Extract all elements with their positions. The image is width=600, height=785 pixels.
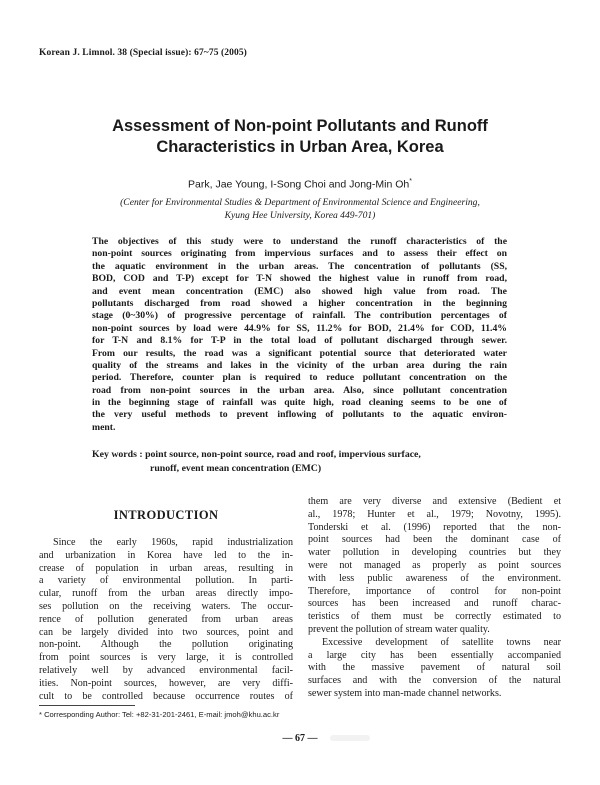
- corresponding-author-footnote: * Corresponding Author: Tel: +82-31-201-2461, E-mail: jmoh@khu.ac.kr: [39, 710, 280, 719]
- body-line: sewer system into man-made channel networks.: [308, 687, 502, 699]
- body-line: ses pollution on the receiving waters. The occur-: [39, 600, 293, 612]
- abstract-line: pollutants discharged from road showed a higher concentration in the beginning: [92, 297, 507, 309]
- title-line-1: Assessment of Non-point Pollutants and Runoff: [112, 117, 488, 135]
- paper-title: [0, 116, 600, 158]
- abstract-line: and event mean concentration (EMC) also showed high value from road. The: [92, 285, 507, 297]
- body-line: cult to be controlled because occurrence routes of: [39, 690, 293, 702]
- section-heading-introduction: INTRODUCTION: [113, 508, 219, 522]
- body-line: non-point. Although the pollution originating: [39, 639, 293, 651]
- body-line: prevent the pollution of stream water quality.: [308, 623, 490, 635]
- body-line: ities. Non-point sources, however, are very diffi-: [39, 677, 293, 689]
- body-line: were not managed as properly as point sources: [308, 559, 561, 571]
- abstract-line: period. Therefore, counter plan is required to reduce pollutant concentration on the: [92, 372, 507, 384]
- body-line: a large city has been essentially accompanied: [308, 649, 561, 661]
- body-line: and urbanization in Korea have led to the in-: [39, 549, 293, 561]
- abstract-line: non-point sources by load were 44.9% for SS, 11.2% for BOD, 21.4% for COD, 11.4%: [92, 322, 507, 334]
- body-line: water pollution in developing countries but they: [308, 547, 561, 559]
- abstract-line: quality of the streams and lakes in the vicinity of the urban area during the rain: [92, 359, 507, 371]
- body-line: crease of population in urban areas, resulting in: [39, 562, 293, 574]
- body-line: al., 1978; Hunter et al., 1979; Novotny, 1995).: [308, 508, 561, 520]
- corresponding-mark: *: [409, 178, 412, 185]
- abstract-line: ment.: [92, 421, 116, 433]
- author-list: [0, 178, 600, 191]
- body-line: Since the early 1960s, rapid industrialization: [53, 537, 293, 548]
- body-line: from point sources is very large, it is controlled: [39, 652, 293, 664]
- keywords-line-2: runoff, event mean concentration (EMC): [150, 462, 322, 474]
- abstract-line: BOD, COD and T-P) except for T-N showed the highest value in runoff from road,: [92, 273, 507, 285]
- affiliation-line-2: Kyung Hee University, Korea 449-701): [224, 210, 376, 221]
- body-line: can be largely divided into two sources, point and: [39, 626, 293, 638]
- body-line: rence of pollution generated from urban areas: [39, 613, 293, 625]
- abstract-line: From our results, the road was a significant potential source that deteriorated water: [92, 347, 507, 359]
- page-number: — 67 —: [282, 733, 318, 744]
- journal-reference: Korean J. Limnol. 38 (Special issue): 67~75 (2005): [39, 48, 247, 58]
- body-line: with the massive pavement of natural soil: [308, 662, 561, 674]
- abstract-line: road from non-point sources in the urban area. Also, since pollutant concentration: [92, 384, 507, 396]
- authors-text: Park, Jae Young, I-Song Choi and Jong-Min Oh: [188, 178, 410, 191]
- body-line: Tonderski et al. (1996) reported that the non-: [308, 521, 561, 533]
- abstract-line: non-point sources originating from impervious surfaces and to assess their effect on: [92, 248, 507, 260]
- abstract-line: for T-N and 8.1% for T-P in the total load of pollutant discharged through sewer.: [92, 335, 507, 347]
- footnote-divider: [39, 705, 135, 706]
- body-line: relatively well by advanced environmental facil-: [39, 664, 293, 676]
- body-line: cular, runoff from the urban areas directly impo-: [39, 588, 293, 600]
- body-line: a variety of environmental pollution. In parti-: [39, 575, 293, 587]
- body-line: surfaces and with the conversion of the natural: [308, 675, 561, 687]
- body-line: with less public awareness of the environment.: [308, 572, 561, 584]
- keywords-label: Key words :: [92, 449, 143, 460]
- body-line: sources has been increased and runoff charac-: [308, 598, 561, 610]
- keywords: [92, 448, 421, 475]
- abstract-line: The objectives of this study were to understand the runoff characteristics of the: [92, 236, 507, 247]
- abstract-line: the aquatic environment in the urban areas. The concentration of pollutants (SS,: [92, 260, 507, 272]
- abstract-line: stage (0~30%) of progressive percentage of rainfall. The contribution percentages of: [92, 310, 507, 322]
- body-line: point sources had been the dominant case of: [308, 534, 561, 546]
- body-line: Excessive development of satellite towns near: [322, 636, 561, 648]
- affiliation-line-1: (Center for Environmental Studies & Department of Environmental Science and Engineering,: [120, 197, 480, 208]
- abstract-line: the very useful methods to prevent inflowing of pollutants to the aquatic environ-: [92, 409, 507, 421]
- keywords-line-1: point source, non-point source, road and roof, impervious surface,: [145, 449, 421, 460]
- body-line: them are very diverse and extensive (Bedient et: [308, 496, 561, 507]
- body-line: Therefore, importance of control for non-point: [308, 585, 561, 597]
- abstract-line: in the beginning stage of rainfall was quite high, road cleaning seems to be one of: [92, 397, 507, 409]
- left-column-text: [39, 537, 293, 703]
- affiliation: [0, 196, 600, 222]
- right-column-text: [308, 496, 561, 701]
- body-line: teristics of them must be correctly estimated to: [308, 611, 561, 623]
- title-line-2: Characteristics in Urban Area, Korea: [156, 138, 444, 156]
- abstract: [92, 236, 507, 434]
